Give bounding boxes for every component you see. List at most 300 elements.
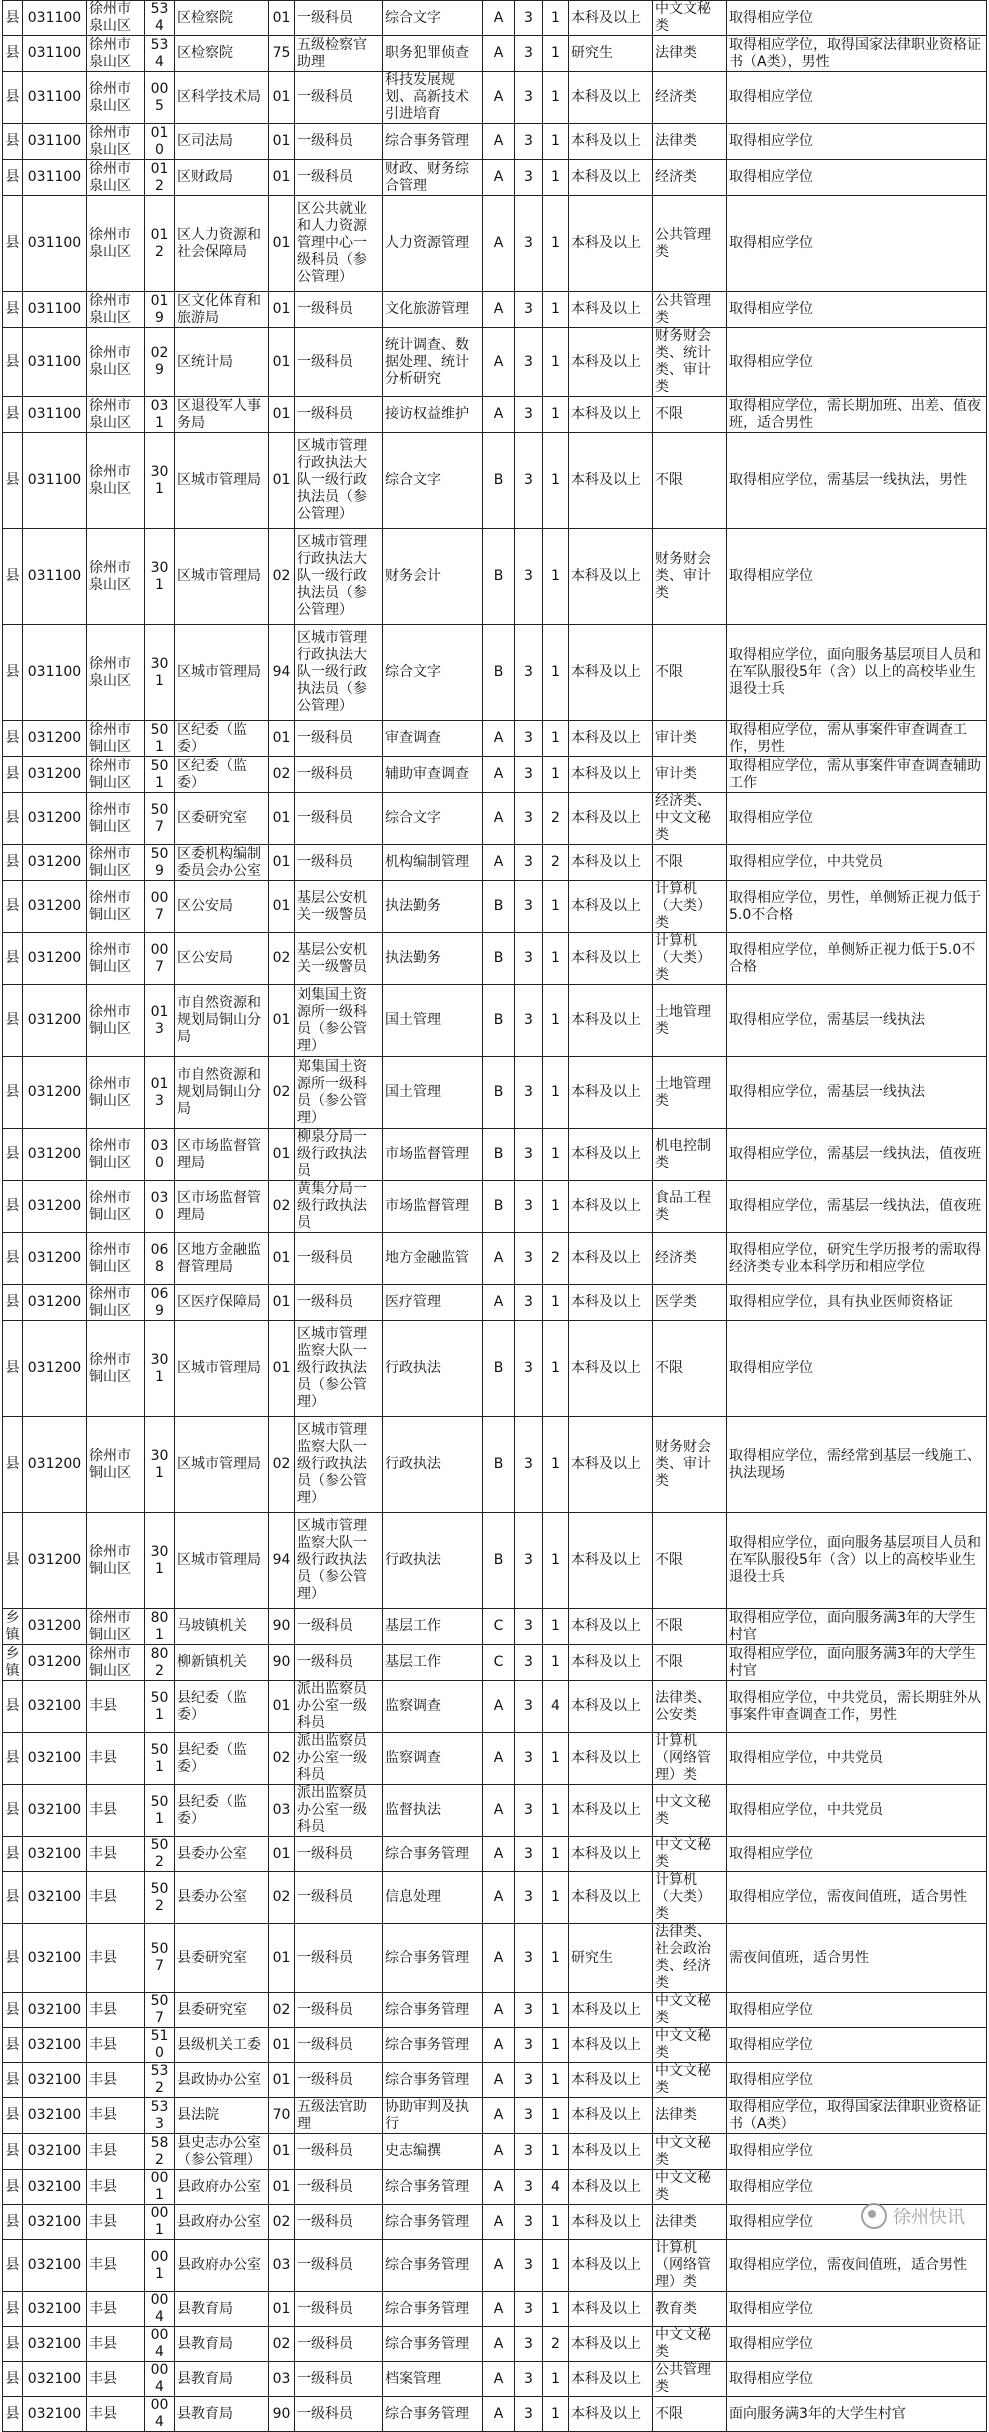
- cell-region-code: 031200: [23, 1417, 87, 1513]
- cell-level: 县: [3, 2327, 23, 2362]
- cell-dept-code: 507: [145, 793, 175, 845]
- cell-major: 不限: [653, 1321, 727, 1417]
- cell-category: A: [483, 2240, 515, 2292]
- cell-department: 区纪委（监委）: [175, 721, 269, 757]
- cell-region: 徐州市铜山区: [87, 933, 145, 985]
- cell-ratio: 3: [515, 1681, 543, 1733]
- cell-position-name: 一级科员: [295, 2028, 383, 2063]
- cell-department: 区财政局: [175, 160, 269, 196]
- cell-ratio: 3: [515, 2098, 543, 2134]
- cell-education: 本科及以上: [569, 1513, 653, 1609]
- cell-education: 本科及以上: [569, 1785, 653, 1837]
- cell-position-name: 一级科员: [295, 793, 383, 845]
- cell-ratio: 3: [515, 433, 543, 529]
- cell-major: 经济类: [653, 72, 727, 124]
- cell-category: A: [483, 36, 515, 72]
- cell-major: 中文文秘类: [653, 1993, 727, 2028]
- cell-region: 徐州市铜山区: [87, 1513, 145, 1609]
- cell-level: 县: [3, 2205, 23, 2240]
- cell-requirements: 取得相应学位: [727, 2292, 987, 2327]
- cell-department: 区公安局: [175, 881, 269, 933]
- cell-ratio: 3: [515, 397, 543, 433]
- cell-headcount: 1: [543, 1733, 569, 1785]
- cell-region-code: 032100: [23, 2362, 87, 2397]
- cell-level: 县: [3, 1872, 23, 1924]
- cell-job-description: 医疗管理: [383, 1285, 483, 1321]
- cell-ratio: 3: [515, 1645, 543, 1681]
- cell-dept-code: 301: [145, 1321, 175, 1417]
- cell-position-code: 02: [269, 2205, 295, 2240]
- cell-category: A: [483, 721, 515, 757]
- cell-category: A: [483, 1, 515, 36]
- cell-position-name: 柳泉分局一级行政执法员: [295, 1129, 383, 1181]
- cell-ratio: 3: [515, 1, 543, 36]
- cell-headcount: 2: [543, 793, 569, 845]
- cell-region-code: 031100: [23, 72, 87, 124]
- cell-requirements: 取得相应学位，需基层一线执法，值夜班: [727, 1181, 987, 1233]
- cell-level: 县: [3, 1, 23, 36]
- cell-region-code: 031200: [23, 1057, 87, 1129]
- cell-region-code: 031200: [23, 1285, 87, 1321]
- cell-department: 区市场监督管理局: [175, 1181, 269, 1233]
- cell-ratio: 3: [515, 881, 543, 933]
- cell-level: 县: [3, 985, 23, 1057]
- cell-region: 徐州市泉山区: [87, 36, 145, 72]
- cell-job-description: 监督执法: [383, 1785, 483, 1837]
- cell-requirements: 取得相应学位: [727, 1, 987, 36]
- cell-dept-code: 507: [145, 1924, 175, 1993]
- cell-major: 不限: [653, 1609, 727, 1645]
- cell-headcount: 1: [543, 1285, 569, 1321]
- cell-region: 徐州市泉山区: [87, 292, 145, 328]
- cell-ratio: 3: [515, 124, 543, 160]
- cell-ratio: 3: [515, 1417, 543, 1513]
- cell-region: 徐州市泉山区: [87, 328, 145, 397]
- cell-headcount: 1: [543, 2098, 569, 2134]
- cell-headcount: 1: [543, 1645, 569, 1681]
- cell-position-code: 01: [269, 397, 295, 433]
- cell-position-code: 75: [269, 36, 295, 72]
- cell-job-description: 文化旅游管理: [383, 292, 483, 328]
- cell-job-description: 科技发展规划、高新技术引进培育: [383, 72, 483, 124]
- cell-dept-code: 501: [145, 1733, 175, 1785]
- cell-department: 区城市管理局: [175, 529, 269, 625]
- cell-department: 区检察院: [175, 1, 269, 36]
- cell-region: 徐州市铜山区: [87, 845, 145, 881]
- cell-education: 研究生: [569, 36, 653, 72]
- cell-major: 不限: [653, 2397, 727, 2432]
- cell-department: 区医疗保障局: [175, 1285, 269, 1321]
- table-row: [3, 1, 987, 36]
- cell-region-code: 031100: [23, 328, 87, 397]
- cell-department: 区委研究室: [175, 793, 269, 845]
- cell-position-name: 一级科员: [295, 1924, 383, 1993]
- cell-level: 县: [3, 72, 23, 124]
- cell-job-description: 综合事务管理: [383, 2397, 483, 2432]
- cell-dept-code: 501: [145, 757, 175, 793]
- cell-region: 徐州市铜山区: [87, 1285, 145, 1321]
- cell-category: A: [483, 328, 515, 397]
- cell-job-description: 市场监督管理: [383, 1129, 483, 1181]
- cell-region: 丰县: [87, 2134, 145, 2170]
- table-row: [3, 845, 987, 881]
- cell-category: A: [483, 1233, 515, 1285]
- cell-department: 区文化体育和旅游局: [175, 292, 269, 328]
- cell-ratio: 3: [515, 1321, 543, 1417]
- cell-dept-code: 802: [145, 1645, 175, 1681]
- cell-dept-code: 004: [145, 2292, 175, 2327]
- cell-department: 县政府办公室: [175, 2170, 269, 2205]
- cell-category: B: [483, 529, 515, 625]
- cell-major: 不限: [653, 433, 727, 529]
- cell-headcount: 1: [543, 1513, 569, 1609]
- cell-category: A: [483, 2134, 515, 2170]
- cell-position-name: 一级科员: [295, 1, 383, 36]
- cell-level: 县: [3, 1233, 23, 1285]
- cell-department: 县教育局: [175, 2292, 269, 2327]
- cell-department: 区城市管理局: [175, 433, 269, 529]
- cell-headcount: 1: [543, 2028, 569, 2063]
- cell-level: 县: [3, 1681, 23, 1733]
- cell-category: B: [483, 1513, 515, 1609]
- cell-job-description: 地方金融监管: [383, 1233, 483, 1285]
- cell-headcount: 1: [543, 397, 569, 433]
- cell-category: A: [483, 1285, 515, 1321]
- cell-education: 本科及以上: [569, 933, 653, 985]
- cell-department: 柳新镇机关: [175, 1645, 269, 1681]
- table-row: [3, 625, 987, 721]
- cell-headcount: 2: [543, 1233, 569, 1285]
- cell-dept-code: 510: [145, 2028, 175, 2063]
- cell-position-name: 一级科员: [295, 1609, 383, 1645]
- cell-level: 县: [3, 1837, 23, 1872]
- cell-major: 经济类: [653, 160, 727, 196]
- cell-region-code: 031200: [23, 1321, 87, 1417]
- cell-requirements: 取得相应学位: [727, 124, 987, 160]
- cell-major: 中文文秘类: [653, 2028, 727, 2063]
- cell-department: 县政协办公室: [175, 2063, 269, 2098]
- cell-region-code: 031200: [23, 1645, 87, 1681]
- cell-position-code: 03: [269, 1785, 295, 1837]
- cell-region: 徐州市铜山区: [87, 757, 145, 793]
- cell-region-code: 031200: [23, 793, 87, 845]
- cell-major: 不限: [653, 1645, 727, 1681]
- cell-headcount: 1: [543, 2063, 569, 2098]
- cell-level: 县: [3, 1321, 23, 1417]
- cell-category: B: [483, 1129, 515, 1181]
- cell-job-description: 档案管理: [383, 2362, 483, 2397]
- cell-education: 本科及以上: [569, 72, 653, 124]
- cell-job-description: 行政执法: [383, 1417, 483, 1513]
- cell-education: 本科及以上: [569, 124, 653, 160]
- cell-department: 县教育局: [175, 2397, 269, 2432]
- cell-requirements: 取得相应学位: [727, 72, 987, 124]
- cell-major: 中文文秘类: [653, 2170, 727, 2205]
- cell-department: 县政府办公室: [175, 2205, 269, 2240]
- cell-region: 徐州市铜山区: [87, 1645, 145, 1681]
- table-row: [3, 1129, 987, 1181]
- table-row: [3, 1733, 987, 1785]
- cell-position-name: 一级科员: [295, 2063, 383, 2098]
- cell-category: A: [483, 1924, 515, 1993]
- cell-headcount: 1: [543, 625, 569, 721]
- cell-job-description: 综合事务管理: [383, 1993, 483, 2028]
- cell-requirements: 取得相应学位，中共党员: [727, 1733, 987, 1785]
- cell-region-code: 031100: [23, 397, 87, 433]
- cell-job-description: 史志编撰: [383, 2134, 483, 2170]
- cell-job-description: 综合事务管理: [383, 2170, 483, 2205]
- cell-ratio: 3: [515, 2134, 543, 2170]
- cell-category: A: [483, 2327, 515, 2362]
- cell-ratio: 3: [515, 2397, 543, 2432]
- cell-dept-code: 068: [145, 1233, 175, 1285]
- cell-dept-code: 012: [145, 160, 175, 196]
- cell-level: 县: [3, 933, 23, 985]
- cell-ratio: 3: [515, 292, 543, 328]
- cell-department: 马坡镇机关: [175, 1609, 269, 1645]
- cell-major: 审计类: [653, 721, 727, 757]
- cell-region: 徐州市铜山区: [87, 721, 145, 757]
- table-row: [3, 1513, 987, 1609]
- cell-ratio: 3: [515, 2327, 543, 2362]
- cell-education: 本科及以上: [569, 1733, 653, 1785]
- cell-education: 本科及以上: [569, 328, 653, 397]
- cell-ratio: 3: [515, 985, 543, 1057]
- cell-position-name: 一级科员: [295, 2240, 383, 2292]
- cell-headcount: 1: [543, 124, 569, 160]
- cell-education: 本科及以上: [569, 1321, 653, 1417]
- cell-position-name: 郑集国土资源所一级科员（参公管理）: [295, 1057, 383, 1129]
- cell-region-code: 031100: [23, 124, 87, 160]
- cell-headcount: 1: [543, 1181, 569, 1233]
- table-row: [3, 1233, 987, 1285]
- cell-region-code: 031100: [23, 196, 87, 292]
- cell-education: 本科及以上: [569, 2397, 653, 2432]
- table-row: [3, 1417, 987, 1513]
- cell-position-name: 五级法官助理: [295, 2098, 383, 2134]
- cell-position-name: 一级科员: [295, 124, 383, 160]
- cell-category: B: [483, 985, 515, 1057]
- cell-requirements: 取得相应学位: [727, 2134, 987, 2170]
- cell-region-code: 031100: [23, 529, 87, 625]
- cell-region-code: 032100: [23, 1733, 87, 1785]
- cell-level: 县: [3, 529, 23, 625]
- cell-category: B: [483, 625, 515, 721]
- cell-requirements: 取得相应学位，单侧矫正视力低于5.0不合格: [727, 933, 987, 985]
- table-row: [3, 2240, 987, 2292]
- cell-education: 本科及以上: [569, 2292, 653, 2327]
- cell-dept-code: 004: [145, 2327, 175, 2362]
- cell-region-code: 031200: [23, 757, 87, 793]
- cell-category: C: [483, 1609, 515, 1645]
- cell-position-code: 01: [269, 433, 295, 529]
- cell-region: 徐州市铜山区: [87, 793, 145, 845]
- cell-major: 经济类: [653, 1233, 727, 1285]
- cell-headcount: 1: [543, 160, 569, 196]
- cell-headcount: 1: [543, 2240, 569, 2292]
- cell-category: A: [483, 1733, 515, 1785]
- cell-education: 本科及以上: [569, 625, 653, 721]
- cell-category: A: [483, 160, 515, 196]
- cell-position-name: 一级科员: [295, 2292, 383, 2327]
- cell-ratio: 3: [515, 1513, 543, 1609]
- cell-requirements: 取得相应学位，面向服务基层项目人员和在军队服役5年（含）以上的高校毕业生退役士兵: [727, 1513, 987, 1609]
- cell-level: 县: [3, 124, 23, 160]
- cell-position-name: 一级科员: [295, 845, 383, 881]
- table-row: [3, 985, 987, 1057]
- cell-dept-code: 301: [145, 1417, 175, 1513]
- cell-major: 不限: [653, 397, 727, 433]
- cell-ratio: 3: [515, 2205, 543, 2240]
- cell-job-description: 综合事务管理: [383, 2063, 483, 2098]
- cell-education: 本科及以上: [569, 757, 653, 793]
- cell-department: 县委研究室: [175, 1993, 269, 2028]
- cell-dept-code: 502: [145, 1837, 175, 1872]
- cell-region-code: 032100: [23, 2063, 87, 2098]
- cell-region: 丰县: [87, 2292, 145, 2327]
- cell-headcount: 1: [543, 292, 569, 328]
- watermark-text: 徐州快讯: [893, 2207, 965, 2228]
- cell-level: 县: [3, 397, 23, 433]
- table-row: [3, 1645, 987, 1681]
- cell-category: A: [483, 2397, 515, 2432]
- cell-ratio: 3: [515, 1924, 543, 1993]
- cell-region: 徐州市泉山区: [87, 1, 145, 36]
- cell-department: 区城市管理局: [175, 625, 269, 721]
- cell-level: 县: [3, 2170, 23, 2205]
- cell-position-name: 一级科员: [295, 2205, 383, 2240]
- cell-level: 县: [3, 1417, 23, 1513]
- cell-position-name: 一级科员: [295, 1993, 383, 2028]
- cell-requirements: 取得相应学位，中共党员，需长期驻外从事案件审查调查工作，男性: [727, 1681, 987, 1733]
- cell-requirements: 取得相应学位，需经常到基层一线施工、执法现场: [727, 1417, 987, 1513]
- cell-region-code: 031200: [23, 933, 87, 985]
- cell-position-name: 五级检察官助理: [295, 36, 383, 72]
- table-row: [3, 1993, 987, 2028]
- cell-position-code: 90: [269, 1609, 295, 1645]
- cell-requirements: 取得相应学位: [727, 2205, 987, 2240]
- cell-position-name: 一级科员: [295, 721, 383, 757]
- cell-major: 财务财会类、统计类、审计类: [653, 328, 727, 397]
- cell-category: A: [483, 757, 515, 793]
- cell-position-name: 派出监察员办公室一级科员: [295, 1733, 383, 1785]
- cell-position-name: 一级科员: [295, 1837, 383, 1872]
- table-row: [3, 328, 987, 397]
- cell-region-code: 031200: [23, 1513, 87, 1609]
- cell-job-description: 人力资源管理: [383, 196, 483, 292]
- cell-major: 中文文秘类: [653, 2327, 727, 2362]
- cell-level: 县: [3, 757, 23, 793]
- cell-dept-code: 502: [145, 1872, 175, 1924]
- cell-department: 区科学技术局: [175, 72, 269, 124]
- cell-dept-code: 534: [145, 1, 175, 36]
- cell-region: 丰县: [87, 2362, 145, 2397]
- cell-education: 本科及以上: [569, 2063, 653, 2098]
- cell-ratio: 3: [515, 1285, 543, 1321]
- cell-headcount: 1: [543, 529, 569, 625]
- table-row: [3, 292, 987, 328]
- cell-position-name: 一级科员: [295, 1645, 383, 1681]
- cell-job-description: 综合事务管理: [383, 1837, 483, 1872]
- cell-major: 法律类: [653, 36, 727, 72]
- cell-department: 区人力资源和社会保障局: [175, 196, 269, 292]
- cell-job-description: 基层工作: [383, 1645, 483, 1681]
- cell-ratio: 3: [515, 1733, 543, 1785]
- cell-headcount: 1: [543, 2292, 569, 2327]
- cell-education: 本科及以上: [569, 721, 653, 757]
- cell-requirements: 取得相应学位: [727, 196, 987, 292]
- cell-region: 徐州市泉山区: [87, 196, 145, 292]
- cell-requirements: 取得相应学位: [727, 328, 987, 397]
- cell-ratio: 3: [515, 72, 543, 124]
- cell-headcount: 2: [543, 2327, 569, 2362]
- cell-category: B: [483, 1057, 515, 1129]
- cell-job-description: 基层工作: [383, 1609, 483, 1645]
- cell-department: 区司法局: [175, 124, 269, 160]
- cell-requirements: 取得相应学位，需基层一线执法，值夜班: [727, 1129, 987, 1181]
- cell-department: 县级机关工委: [175, 2028, 269, 2063]
- cell-level: 县: [3, 2362, 23, 2397]
- cell-level: 县: [3, 845, 23, 881]
- table-row: [3, 1681, 987, 1733]
- cell-region: 徐州市铜山区: [87, 1181, 145, 1233]
- table-row: [3, 72, 987, 124]
- cell-requirements: 取得相应学位，需从事案件审查调查工作，男性: [727, 721, 987, 757]
- cell-job-description: 综合事务管理: [383, 2327, 483, 2362]
- cell-dept-code: 007: [145, 933, 175, 985]
- cell-education: 本科及以上: [569, 985, 653, 1057]
- table-row: [3, 881, 987, 933]
- cell-position-name: 派出监察员办公室一级科员: [295, 1785, 383, 1837]
- cell-position-code: 02: [269, 1057, 295, 1129]
- cell-dept-code: 019: [145, 292, 175, 328]
- cell-region: 丰县: [87, 1733, 145, 1785]
- cell-position-code: 01: [269, 1129, 295, 1181]
- cell-education: 本科及以上: [569, 292, 653, 328]
- cell-headcount: 1: [543, 1, 569, 36]
- cell-region: 徐州市铜山区: [87, 1129, 145, 1181]
- cell-dept-code: 301: [145, 625, 175, 721]
- cell-department: 区公安局: [175, 933, 269, 985]
- cell-position-code: 01: [269, 124, 295, 160]
- cell-headcount: 1: [543, 328, 569, 397]
- cell-position-code: 90: [269, 1645, 295, 1681]
- cell-department: 区委机构编制委员会办公室: [175, 845, 269, 881]
- cell-region-code: 032100: [23, 1872, 87, 1924]
- cell-headcount: 1: [543, 1057, 569, 1129]
- cell-requirements: 取得相应学位，需基层一线执法: [727, 1057, 987, 1129]
- cell-ratio: 3: [515, 721, 543, 757]
- cell-dept-code: 031: [145, 397, 175, 433]
- table-row: [3, 793, 987, 845]
- table-body: [3, 1, 987, 2432]
- cell-position-name: 一级科员: [295, 1285, 383, 1321]
- cell-education: 本科及以上: [569, 2134, 653, 2170]
- cell-major: 不限: [653, 625, 727, 721]
- cell-position-code: 01: [269, 72, 295, 124]
- cell-education: 本科及以上: [569, 2028, 653, 2063]
- cell-dept-code: 501: [145, 721, 175, 757]
- cell-requirements: 取得相应学位，取得国家法律职业资格证书（A类），男性: [727, 36, 987, 72]
- cell-dept-code: 030: [145, 1181, 175, 1233]
- cell-department: 县委办公室: [175, 1837, 269, 1872]
- cell-position-code: 01: [269, 1, 295, 36]
- cell-category: A: [483, 2205, 515, 2240]
- table-row: [3, 2362, 987, 2397]
- table-row: [3, 529, 987, 625]
- cell-category: C: [483, 1645, 515, 1681]
- cell-requirements: 取得相应学位，需长期加班、出差、值夜班，适合男性: [727, 397, 987, 433]
